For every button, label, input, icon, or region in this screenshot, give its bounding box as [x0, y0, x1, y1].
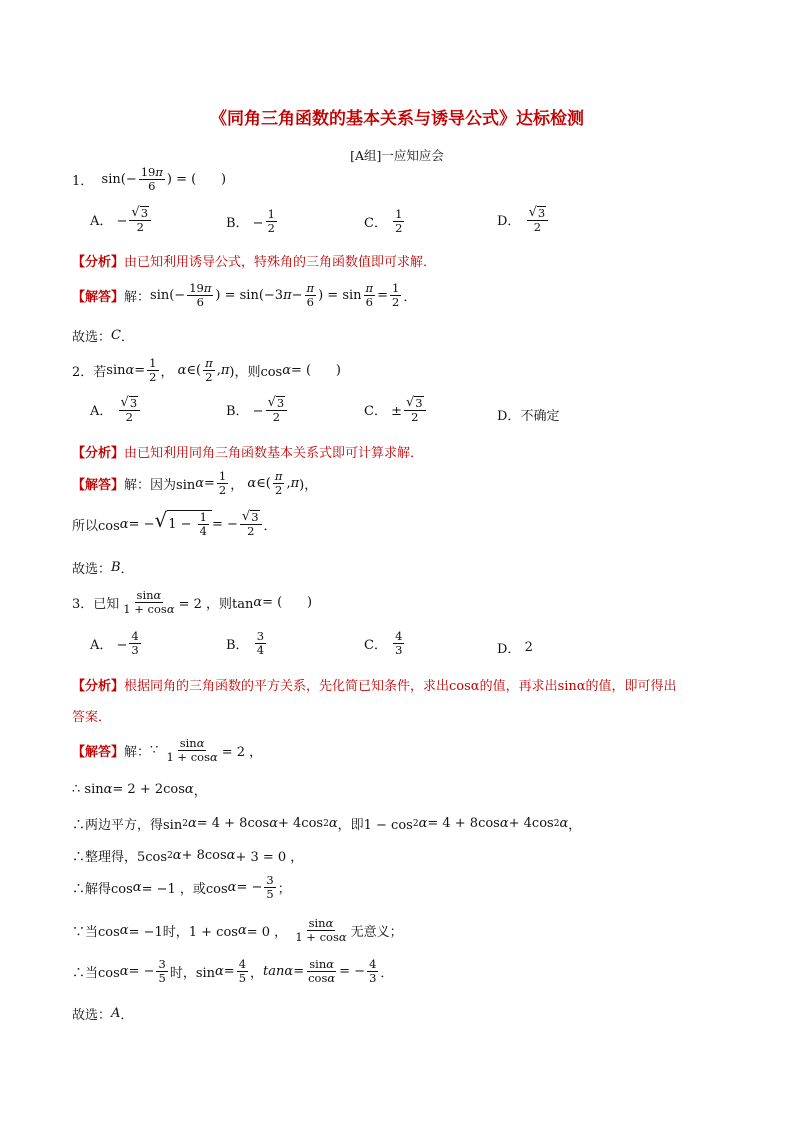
section-subtitle: [A组]一应知应会	[350, 148, 444, 163]
q3-choice: 故选： A ．	[72, 1006, 134, 1023]
q1-stem: 1． sin(− $\frac{19\pi}{6}$ ) = ( )	[72, 165, 227, 194]
q3-step-1: 【解答】 解： ∵ $\frac{\sin\alpha}{1 + \cos\alpha}$ = 2 ，	[72, 736, 263, 765]
q1-analysis: 【分析】 由已知利用诱导公式，特殊角的三角函数值即可求解．	[72, 255, 437, 270]
q1-solution: 【解答】 解： sin(− $\frac{19\pi}{6}$ ) = sin(−3 π − $\frac{\pi}{6}$ ) = sin $\frac{\pi}{6}$ = $\frac{1}{2}$ ．	[72, 281, 417, 310]
q3-option-c: C． $\frac{4}{3}$	[364, 629, 403, 658]
document-title: 《同角三角函数的基本关系与诱导公式》达标检测	[210, 109, 584, 129]
q3-stem: 3．已知 $\frac{\sin\alpha}{1 + \cos\alpha}$ = 2 ，则tan α = ( )	[72, 588, 313, 617]
q3-step-6: ∵当cos α = −1时，1 + cos α = 0 ， $\frac{\sin\alpha}{1 + \cos\alpha}$ 无意义；	[72, 916, 403, 945]
q3-analysis-line2: 答案．	[72, 710, 112, 725]
q1-option-a: A． − √ 3 2	[90, 206, 153, 234]
q3-analysis-line1: 【分析】 根据同角的三角函数的平方关系，先化简已知条件，求出cosα的值，再求出sinα的值，即可得出	[72, 679, 677, 694]
q2-stem: 2．若 sin α = $\frac{1}{2}$ ， α ∈( $\frac{\pi}{2}$ , π )，则cos α = ( )	[72, 356, 341, 385]
q1-choice: 故选： C ．	[72, 328, 134, 345]
q3-step-2: ∴ sin α = 2 + 2cos α ，	[72, 782, 207, 799]
q1-option-d: D． √ 3 2	[497, 206, 550, 234]
q3-step-3: ∴两边平方，得sin 2 α = 4 + 8cos α + 4cos 2 α ，即1 − cos 2 α = 4 + 8cos α + 4cos 2 α ，	[72, 816, 582, 833]
q2-option-a: A． √ 3 2	[90, 396, 142, 424]
q1-option-c: C． $\frac{1}{2}$	[364, 207, 403, 236]
q2-choice: 故选： B ．	[72, 560, 134, 577]
q2-analysis: 【分析】 由已知利用同角三角函数基本关系式即可计算求解．	[72, 446, 424, 461]
q3-option-b: B． $\frac{3}{4}$	[226, 629, 265, 658]
q1-number: 1．	[72, 174, 94, 190]
q2-solution-2: 所以cos α = − √ 1 − $\frac{1}{4}$ = − √ 3 2 ．	[72, 508, 277, 539]
q3-step-7: ∴当cos α = − $\frac{3}{5}$ 时，sin α = $\frac{4}{5}$ ， tan α = $\frac{\sin\alpha}{\cos\alpha}$ = − $\frac{4}{3}$ ．	[72, 957, 394, 986]
q1-option-b: B． − $\frac{1}{2}$	[226, 207, 275, 236]
q3-option-d: D． 2	[497, 640, 533, 657]
q3-step-4: ∴整理得，5cos 2 α + 8cos α + 3 = 0 ，	[72, 848, 304, 865]
q2-option-b: B． − √ 3 2	[226, 396, 289, 424]
q2-solution-1: 【解答】 解： 因为sin α = $\frac{1}{2}$ ， α ∈( $\frac{\pi}{2}$ , π )，	[72, 469, 318, 498]
q2-option-c: C． ± √ 3 2	[364, 396, 428, 424]
q2-option-d: D． 不确定	[497, 409, 560, 424]
q3-step-5: ∴解得cos α = −1 ，或cos α = − $\frac{3}{5}$ ；	[72, 873, 291, 902]
q3-option-a: A． − $\frac{4}{3}$	[90, 629, 139, 658]
